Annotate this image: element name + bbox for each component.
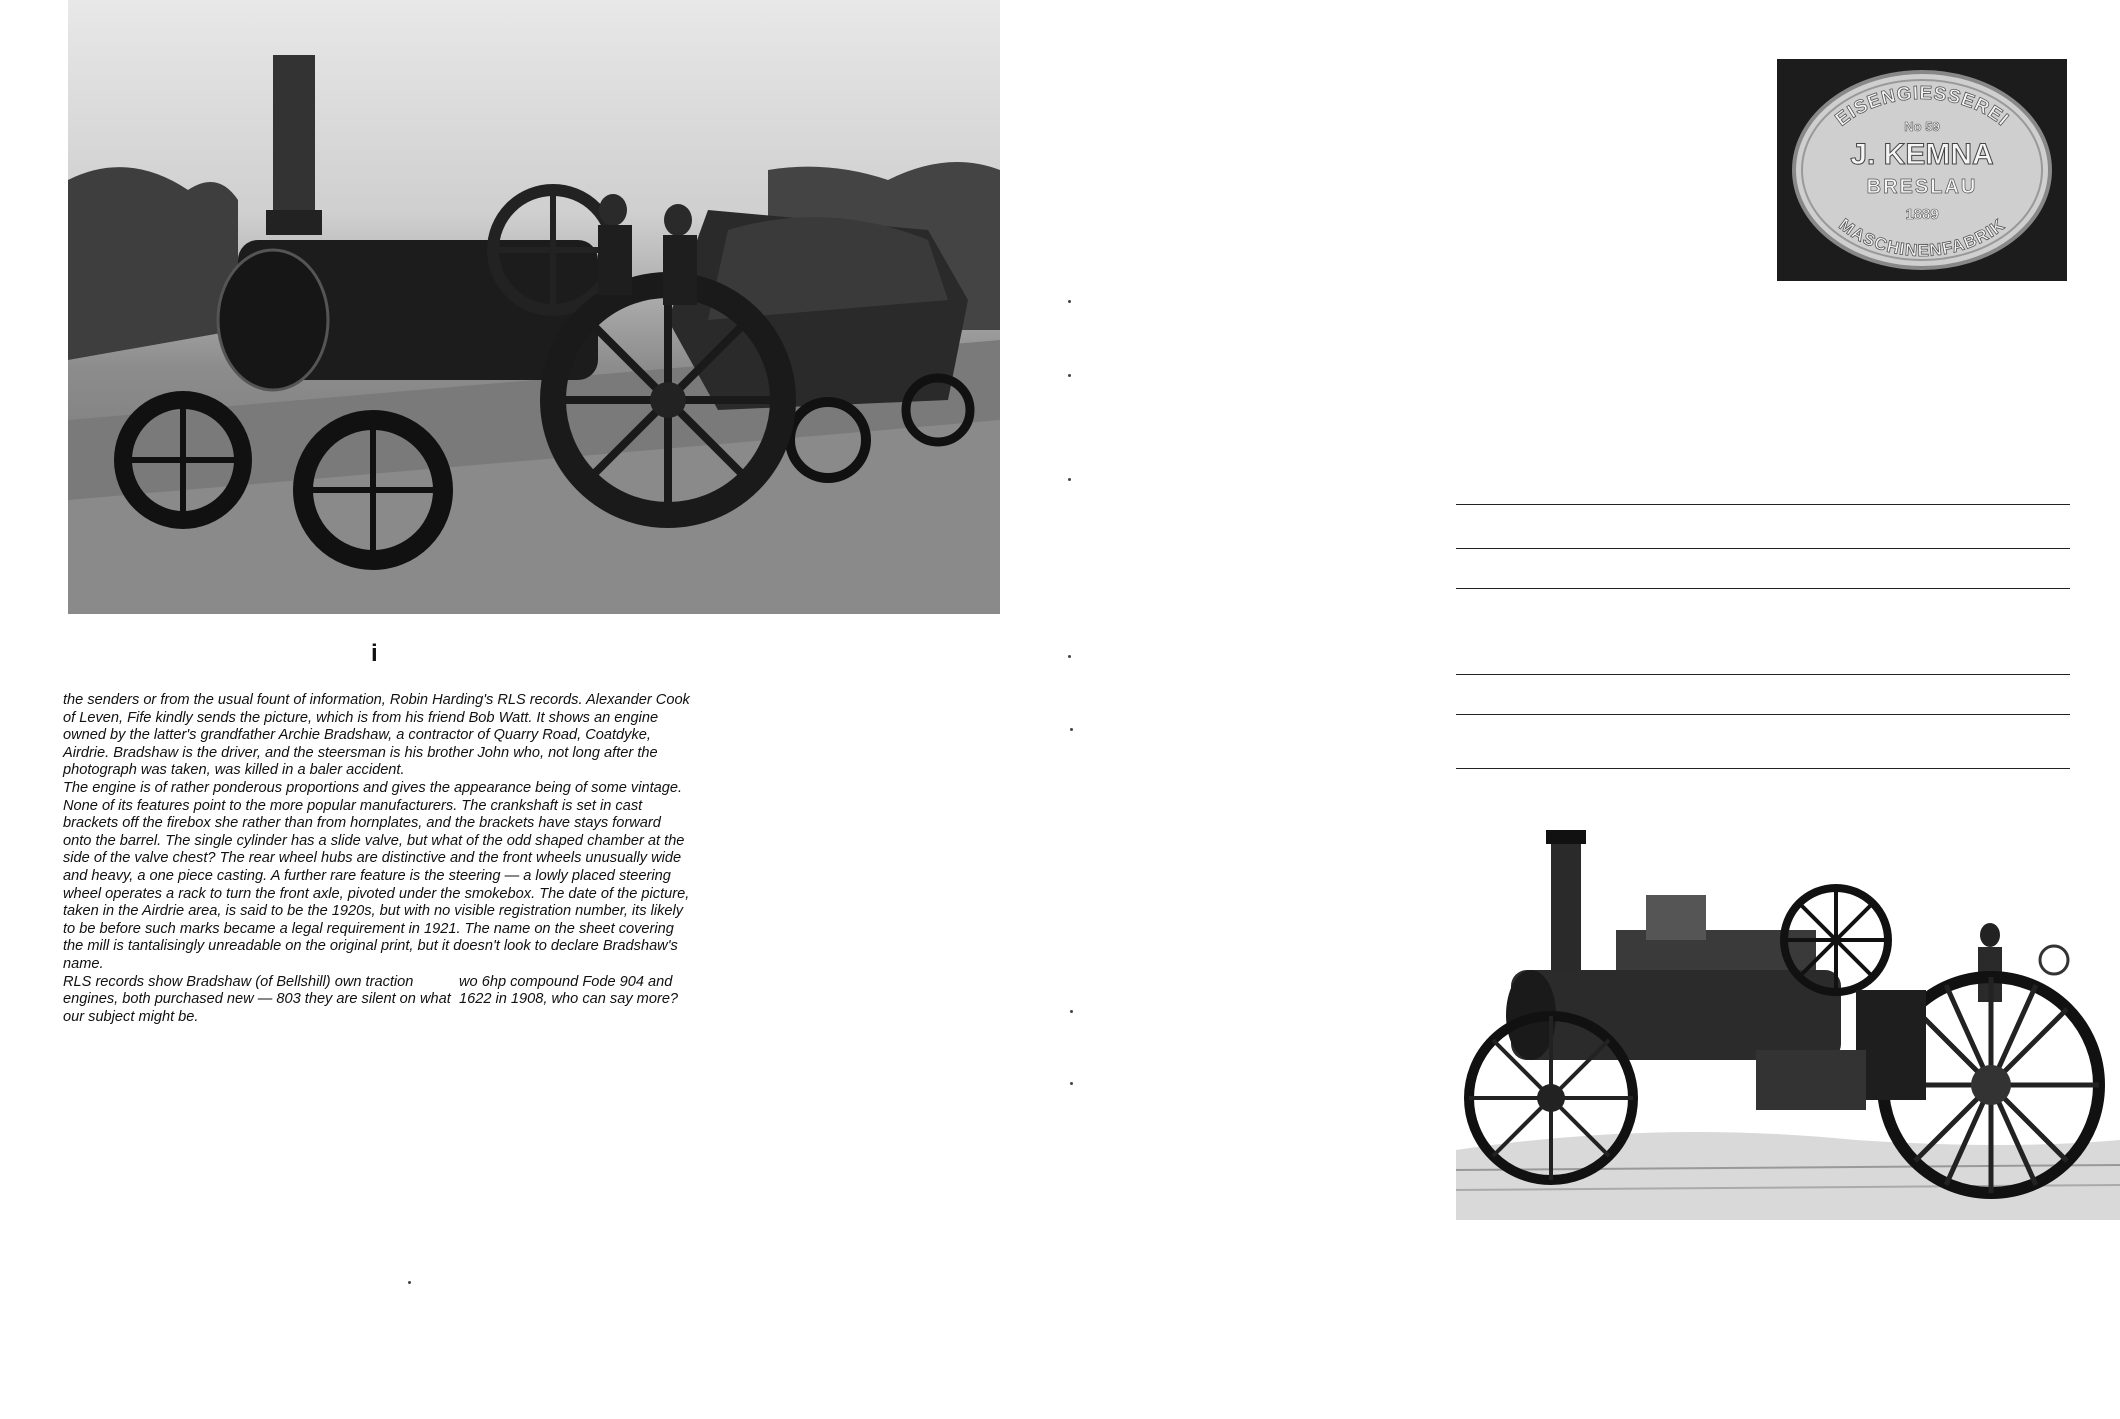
article-paragraph-1: the senders or from the usual fount of information, Robin Harding's RLS records. Alexander Cook of Leven, Fife kindly sends the picture, which is from his friend Bob Watt. It shows an engine owned by the latter's grandfather Archie Bradshaw, a contractor of Quarry Road, Coatdyke, Airdrie. Bradshaw is the driver, and the steersman is his brother John who, not long after the photograph was taken, was killed in a baler accident. <box>63 692 690 779</box>
plate-arc-bottom: MASCHINENFABRIK <box>1835 214 2009 261</box>
maker-plate-photo <box>1777 59 2067 281</box>
traction-engine-photo <box>68 0 1000 614</box>
article-column-left: RLS records show Bradshaw (of Bellshill) own traction engines, both purchased new — 803 they are silent on what our subject might be. <box>63 973 451 1025</box>
page-speck <box>1070 1082 1073 1085</box>
plate-maker: J. KEMNA <box>1850 138 1994 171</box>
page-speck <box>1068 300 1071 303</box>
blank-rule-line <box>1456 588 2070 589</box>
page-speck <box>1068 374 1071 377</box>
article-paragraph-2: The engine is of rather ponderous proportions and gives the appearance being of some vintage. None of its features point to the more popular manufacturers. The crankshaft is set in cast brackets off the firebox she rather than from hornplates, and the brackets have stays forward onto the barrel. The single cylinder has a slide valve, but what of the odd shaped chamber at the side of the valve chest? The rear wheel hubs are distinctive and the front wheels unusually wide and heavy, a one piece casting. A further rare feature is the steering — a lowly placed steering wheel operates a rack to turn the front axle, pivoted under the smokebox. The date of the picture, taken in the Airdrie area, is said to be the 1920s, but with no visible registration number, its likely to be before such marks became a legal requirement in 1921. The name on the sheet covering the mill is tantalisingly unreadable on the original print, but it doesn't look to declare Bradshaw's name. <box>63 779 690 972</box>
plate-number: No 59 <box>1904 119 1940 134</box>
page-speck <box>408 1281 411 1284</box>
page-speck <box>1070 728 1073 731</box>
page-speck <box>1068 655 1071 658</box>
blank-rule-line <box>1456 674 2070 675</box>
blank-rule-line <box>1456 768 2070 769</box>
plate-year: 1889 <box>1905 206 1939 223</box>
plate-arc-top: EISENGIESSEREI <box>1831 82 2013 131</box>
article-text <box>63 692 693 1026</box>
page-speck <box>1070 1010 1073 1013</box>
blank-rule-line <box>1456 714 2070 715</box>
blank-rule-line <box>1456 504 2070 505</box>
section-marker: i <box>371 640 378 667</box>
page-speck <box>1068 478 1071 481</box>
blank-rule-line <box>1456 548 2070 549</box>
article-split-columns <box>63 974 693 1027</box>
plate-city: BRESLAU <box>1866 176 1978 198</box>
article-column-right: wo 6hp compound Fode 904 and 1622 in 1908, who can say more? <box>459 973 679 1008</box>
traction-engine-engraving <box>1456 820 2120 1220</box>
